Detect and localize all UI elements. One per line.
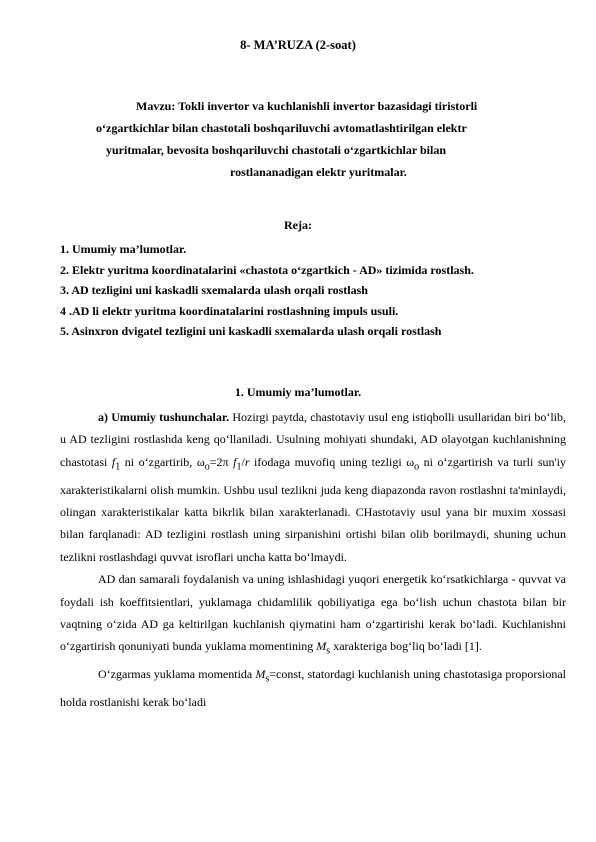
text-run: ni o‘zgartirish va turli sun'iy xarakteristikalarni olish mumkin. Ushbu usul tezlikni juda keng diapazonda ravon rostlashni ta'minlaydi, olingan xarakteristikalar katta bikrlik bilan xarakterlanadi. CHastotaviy usul yana bir muxim xossasi bilan farqlanadi: AD tezligini rostlash uning sirpanishini ortishi bilan olib borilmaydi, shuning uchun tezlikni rostlashdagi quvvat isroflari uncha katta bo‘lmaydi. [60,454,567,564]
plan-item: 5. Asinxron dvigatel tezligini uni kaskadli sxemalarda ulash orqali rostlash [60,324,442,338]
paragraph [60,406,566,568]
math-subscript: 1 [236,461,242,473]
topic-block [96,95,546,183]
math-subscript: o [204,461,210,473]
math-subscript: s [265,673,270,685]
paragraph [60,568,566,663]
text-run: =2π [209,454,234,469]
plan-item: 4 .AD li elektr yuritma koordinatalarini rostlashning impuls usuli. [60,303,399,318]
body-text [60,406,566,713]
text-run: =const, statordagi kuchlanish uning chastotasiga proporsional holda rostlanishi kerak bo‘ladi [60,667,566,710]
plan-item: 2. Elektr yuritma koordinatalarini «chastota o‘zgartkich - AD» tizimida rostlash. [60,262,474,277]
plan-list [60,239,580,342]
text-run: O‘zgarmas yuklama momentida [98,667,256,682]
topic-line: yuritmalar, bevosita boshqariluvchi chastotali o‘zgartkichlar bilan [106,143,447,157]
plan-item: 1. Umumiy ma’lumotlar. [60,242,187,256]
math-symbol: f [233,454,237,469]
topic-line: Mavzu: Tokli invertor va kuchlanishli invertor bazasidagi tiristorli [136,99,478,113]
math-symbol: r [244,454,250,469]
plan-heading: Reja: [284,218,312,232]
topic-line: o‘zgartkichlar bilan chastotali boshqariluvchi avtomatlashtirilgan elektr [96,121,467,135]
math-subscript: o [414,461,420,473]
text-run: Hozirgi paytda, chastotaviy usul eng istiqbolli usullaridan biri bo‘lib, u AD tezligini rostlashda keng qo‘llaniladi. Usulning mohiyati shundaki, AD olayotgan kuchlanishning chastotasi [60,410,566,469]
text-run: AD dan samarali foydalanish va uning ishlashidagi yuqori energetik ko‘rsatkichlarga - quvvat va foydali ish koeffitsientlari, yuklamaga chidamlilik qobiliyatiga ega bo‘lish uchun chastota bilan bir vaqtning o‘zida AD ga keltirilgan kuchlanish qiymatini ham o‘zgartirishi kerak bo‘ladi. Kuchlanishni o‘zgartirish qonuniyati bunda yuklama momentining [60,572,566,654]
math-subscript: s [326,645,331,657]
math-subscript: 1 [115,461,121,473]
lecture-title: 8- MA’RUZA (2-soat) [240,38,356,52]
text-run: xarakteriga bog‘liq bo‘ladi [1]. [330,639,482,654]
paragraph-lead: a) Umumiy tushunchalar. [98,410,230,424]
math-symbol: f [111,454,116,469]
math-symbol: M [316,639,327,654]
text-run: ni o‘zgartirib, ω [120,454,205,469]
plan-item: 3. AD tezligini uni kaskadli sxemalarda ulash orqali rostlash [60,283,368,297]
math-symbol: M [255,667,266,682]
paragraph [60,663,566,713]
text-run: ifodaga muvofiq uning tezligi ω [249,454,415,469]
section-heading: 1. Umumiy ma’lumotlar. [234,385,362,399]
topic-line: rostlananadigan elektr yuritmalar. [230,165,407,179]
text-run: / [241,454,245,469]
